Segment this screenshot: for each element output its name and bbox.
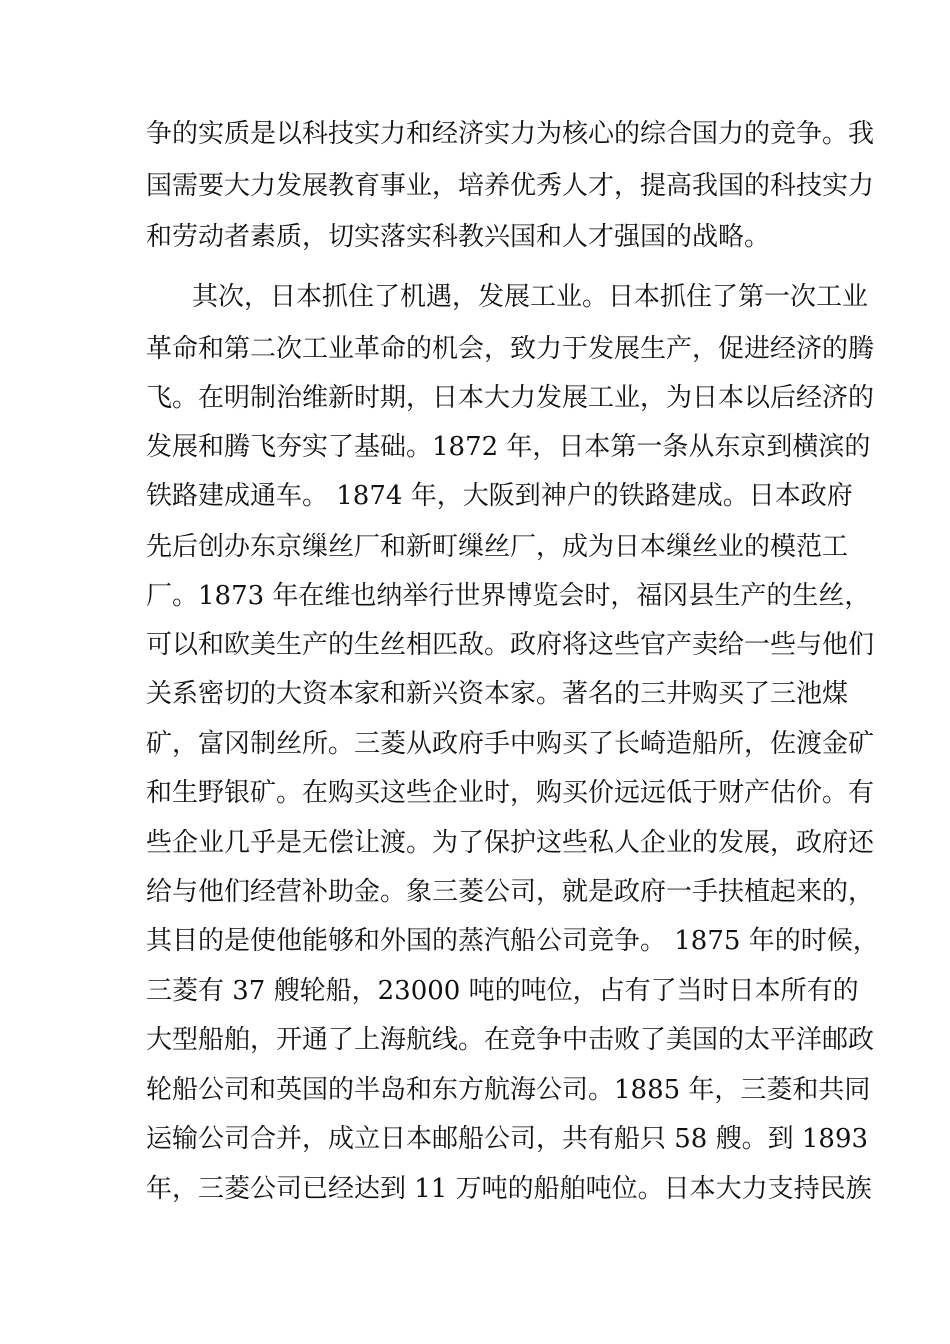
text-line: 和劳动者素质，切实落实科教兴国和人才强国的战略。 bbox=[146, 222, 771, 252]
text-line: 铁路建成通车。 1874 年，大阪到神户的铁路建成。日本政府 bbox=[146, 481, 853, 511]
text-line: 大型船舶，开通了上海航线。在竞争中击败了美国的太平洋邮政 bbox=[146, 1025, 875, 1055]
text-line: 可以和欧美生产的生丝相匹敌。政府将这些官产卖给一些与他们 bbox=[146, 630, 875, 660]
text-line: 争的实质是以科技实力和经济实力为核心的综合国力的竞争。我 bbox=[146, 119, 875, 149]
text-line: 轮船公司和英国的半岛和东方航海公司。1885 年，三菱和共同 bbox=[146, 1075, 871, 1105]
text-line: 年，三菱公司已经达到 11 万吨的船舶吨位。日本大力支持民族 bbox=[146, 1174, 872, 1204]
text-line: 发展和腾飞夯实了基础。1872 年，日本第一条从东京到横滨的 bbox=[146, 432, 871, 462]
text-line: 和生野银矿。在购买这些企业时，购买价远远低于财产估价。有 bbox=[146, 778, 875, 808]
text-line: 些企业几乎是无偿让渡。为了保护这些私人企业的发展，政府还 bbox=[146, 828, 875, 858]
text-line: 革命和第二次工业革命的机会，致力于发展生产，促进经济的腾 bbox=[146, 334, 875, 364]
text-line: 三菱有 37 艘轮船，23000 吨的吨位，占有了当时日本所有的 bbox=[146, 976, 859, 1006]
text-line: 关系密切的大资本家和新兴资本家。著名的三井购买了三池煤 bbox=[146, 679, 849, 709]
text-line: 国需要大力发展教育事业，培养优秀人才，提高我国的科技实力 bbox=[146, 171, 875, 201]
text-line: 给与他们经营补助金。象三菱公司，就是政府一手扶植起来的， bbox=[146, 877, 875, 907]
text-line: 其次，日本抓住了机遇，发展工业。日本抓住了第一次工业 bbox=[192, 282, 869, 312]
text-line: 飞。在明制治维新时期，日本大力发展工业，为日本以后经济的 bbox=[146, 383, 875, 413]
text-line: 其目的是使他能够和外国的蒸汽船公司竞争。 1875 年的时候， bbox=[146, 926, 879, 956]
text-line: 先后创办东京缫丝厂和新町缫丝厂，成为日本缫丝业的模范工 bbox=[146, 532, 849, 562]
text-line: 厂。1873 年在维也纳举行世界博览会时，福冈县生产的生丝， bbox=[146, 581, 871, 611]
text-line: 矿，富冈制丝所。三菱从政府手中购买了长崎造船所，佐渡金矿 bbox=[146, 729, 875, 759]
text-line: 运输公司合并，成立日本邮船公司，共有船只 58 艘。到 1893 bbox=[146, 1124, 869, 1154]
